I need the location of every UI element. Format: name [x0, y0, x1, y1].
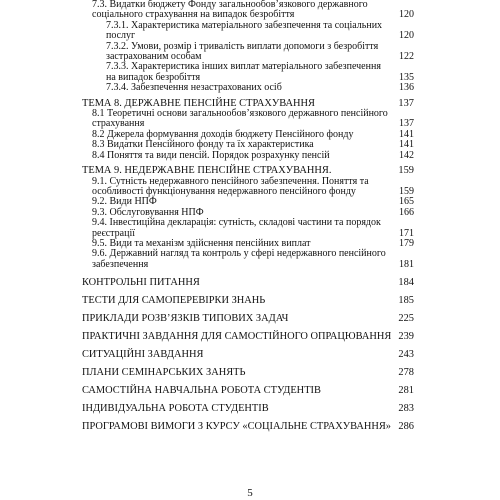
table-of-contents — [82, 0, 414, 432]
toc-entry — [106, 62, 414, 83]
toc-entry-title: 9.1. Сутність недержавного пенсійного забезпечення. Поняття та особливості функціонування недержавного пенсійного фонду — [92, 175, 369, 197]
toc-entry-title: СИТУАЦІЙНІ ЗАВДАННЯ — [82, 349, 204, 361]
toc-entry-title: 7.3.4. Забезпечення незастрахованих осіб — [106, 82, 282, 94]
toc-entry-title: 9.3. Обслуговування НПФ — [92, 206, 204, 218]
toc-entry-page: 142 — [399, 149, 414, 161]
toc-entry — [82, 403, 414, 414]
page-number: 5 — [247, 487, 253, 499]
toc-entry-title: 8.2 Джерела формування доходів бюджету Пенсійного фонду — [92, 128, 354, 140]
toc-entry-title: 9.5. Види та механізм здійснення пенсійних виплат — [92, 237, 311, 249]
toc-entry-title: ПРИКЛАДИ РОЗВ’ЯЗКІВ ТИПОВИХ ЗАДАЧ — [82, 313, 289, 325]
toc-entry-title: КОНТРОЛЬНІ ПИТАННЯ — [82, 277, 200, 289]
toc-entry-title: 7.3.2. Умови, розмір і тривалість виплати допомоги з безробіття застрахованим особам — [106, 40, 379, 63]
toc-entry — [106, 21, 414, 42]
toc-entry-title: ТЕМА 8. ДЕРЖАВНЕ ПЕНСІЙНЕ СТРАХУВАННЯ — [82, 97, 315, 109]
toc-entry-page: 137 — [398, 97, 414, 109]
toc-entry-page: 120 — [399, 30, 414, 42]
toc-entry-title: 9.6. Державний нагляд та контроль у сфері недержавного пенсійного забезпечення — [92, 248, 386, 270]
toc-entry — [82, 277, 414, 288]
toc-entry-title: ТЕСТИ ДЛЯ САМОПЕРЕВІРКИ ЗНАНЬ — [82, 295, 266, 307]
toc-entry — [92, 249, 414, 270]
toc-entry-page: 185 — [398, 295, 414, 307]
toc-entry-page: 166 — [399, 206, 414, 218]
toc-entry-title: ПЛАНИ СЕМІНАРСЬКИХ ЗАНЯТЬ — [82, 367, 246, 379]
toc-entry — [82, 349, 414, 360]
toc-entry-page: 120 — [399, 9, 414, 21]
toc-entry-page: 136 — [399, 82, 414, 94]
toc-entry-page: 122 — [399, 51, 414, 63]
toc-entry-page: 184 — [398, 277, 414, 289]
toc-entry-title: ПРАКТИЧНІ ЗАВДАННЯ ДЛЯ САМОСТІЙНОГО ОПРАЦЮВАННЯ — [82, 331, 392, 343]
toc-entry-page: 135 — [399, 71, 414, 83]
toc-entry — [82, 295, 414, 306]
toc-entry — [82, 166, 414, 176]
toc-entry — [82, 421, 414, 432]
toc-entry-page: 239 — [398, 331, 414, 343]
toc-entry-title: 8.1 Теоретичні основи загальнообов’язкового державного пенсійного страхування — [92, 108, 388, 130]
toc-entry-title: 7.3.3. Характеристика інших виплат матеріального забезпечення на випадок безробіття — [106, 61, 381, 83]
toc-entry-page: 171 — [399, 227, 414, 239]
toc-entry-title: 8.4 Поняття та види пенсій. Порядок розрахунку пенсій — [92, 149, 330, 161]
toc-entry — [92, 218, 414, 239]
toc-entry-title: САМОСТІЙНА НАВЧАЛЬНА РОБОТА СТУДЕНТІВ — [82, 385, 321, 397]
toc-entry-title: ПРОГРАМОВІ ВИМОГИ З КУРСУ «СОЦІАЛЬНЕ СТРАХУВАННЯ» — [82, 421, 391, 433]
toc-entry — [92, 0, 414, 21]
toc-entry-page: 181 — [399, 258, 414, 270]
toc-entry-title: 9.2. Види НПФ — [92, 196, 157, 208]
toc-entry-title: 9.4. Інвестиційна декларація: сутність, складові частини та порядок реєстрації — [92, 217, 381, 239]
toc-entry-page: 283 — [398, 403, 414, 415]
toc-entry — [92, 151, 414, 161]
toc-entry — [82, 367, 414, 378]
toc-entry-title: ІНДИВІДУАЛЬНА РОБОТА СТУДЕНТІВ — [82, 403, 269, 415]
toc-entry-page: 225 — [398, 313, 414, 325]
toc-entry-page: 179 — [399, 237, 414, 249]
toc-entry-page: 159 — [399, 185, 414, 197]
toc-entry-page: 137 — [399, 118, 414, 130]
toc-entry-page: 165 — [399, 196, 414, 208]
toc-entry — [92, 177, 414, 198]
toc-entry — [82, 331, 414, 342]
toc-entry-page: 141 — [399, 128, 414, 140]
toc-entry-page: 286 — [398, 421, 414, 433]
toc-entry-page: 281 — [398, 385, 414, 397]
toc-entry-title: ТЕМА 9. НЕДЕРЖАВНЕ ПЕНСІЙНЕ СТРАХУВАННЯ. — [82, 165, 332, 177]
toc-entry-page: 278 — [398, 367, 414, 379]
toc-entry — [106, 42, 414, 63]
toc-entry — [92, 109, 414, 130]
toc-entry-page: 141 — [399, 139, 414, 151]
toc-entry — [82, 385, 414, 396]
toc-entry-page: 243 — [398, 349, 414, 361]
toc-entry-title: 7.3.1. Характеристика матеріального забезпечення та соціальних послуг — [106, 19, 383, 42]
toc-entry — [82, 313, 414, 324]
toc-entry — [106, 83, 414, 93]
toc-entry-title: 7.3. Видатки бюджету Фонду загальнообов’язкового державного соціального страхування на випадок безробіття — [92, 0, 368, 21]
toc-entry-page: 159 — [398, 165, 414, 177]
toc-entry-title: 8.3 Видатки Пенсійного фонду та їх характеристика — [92, 139, 314, 151]
